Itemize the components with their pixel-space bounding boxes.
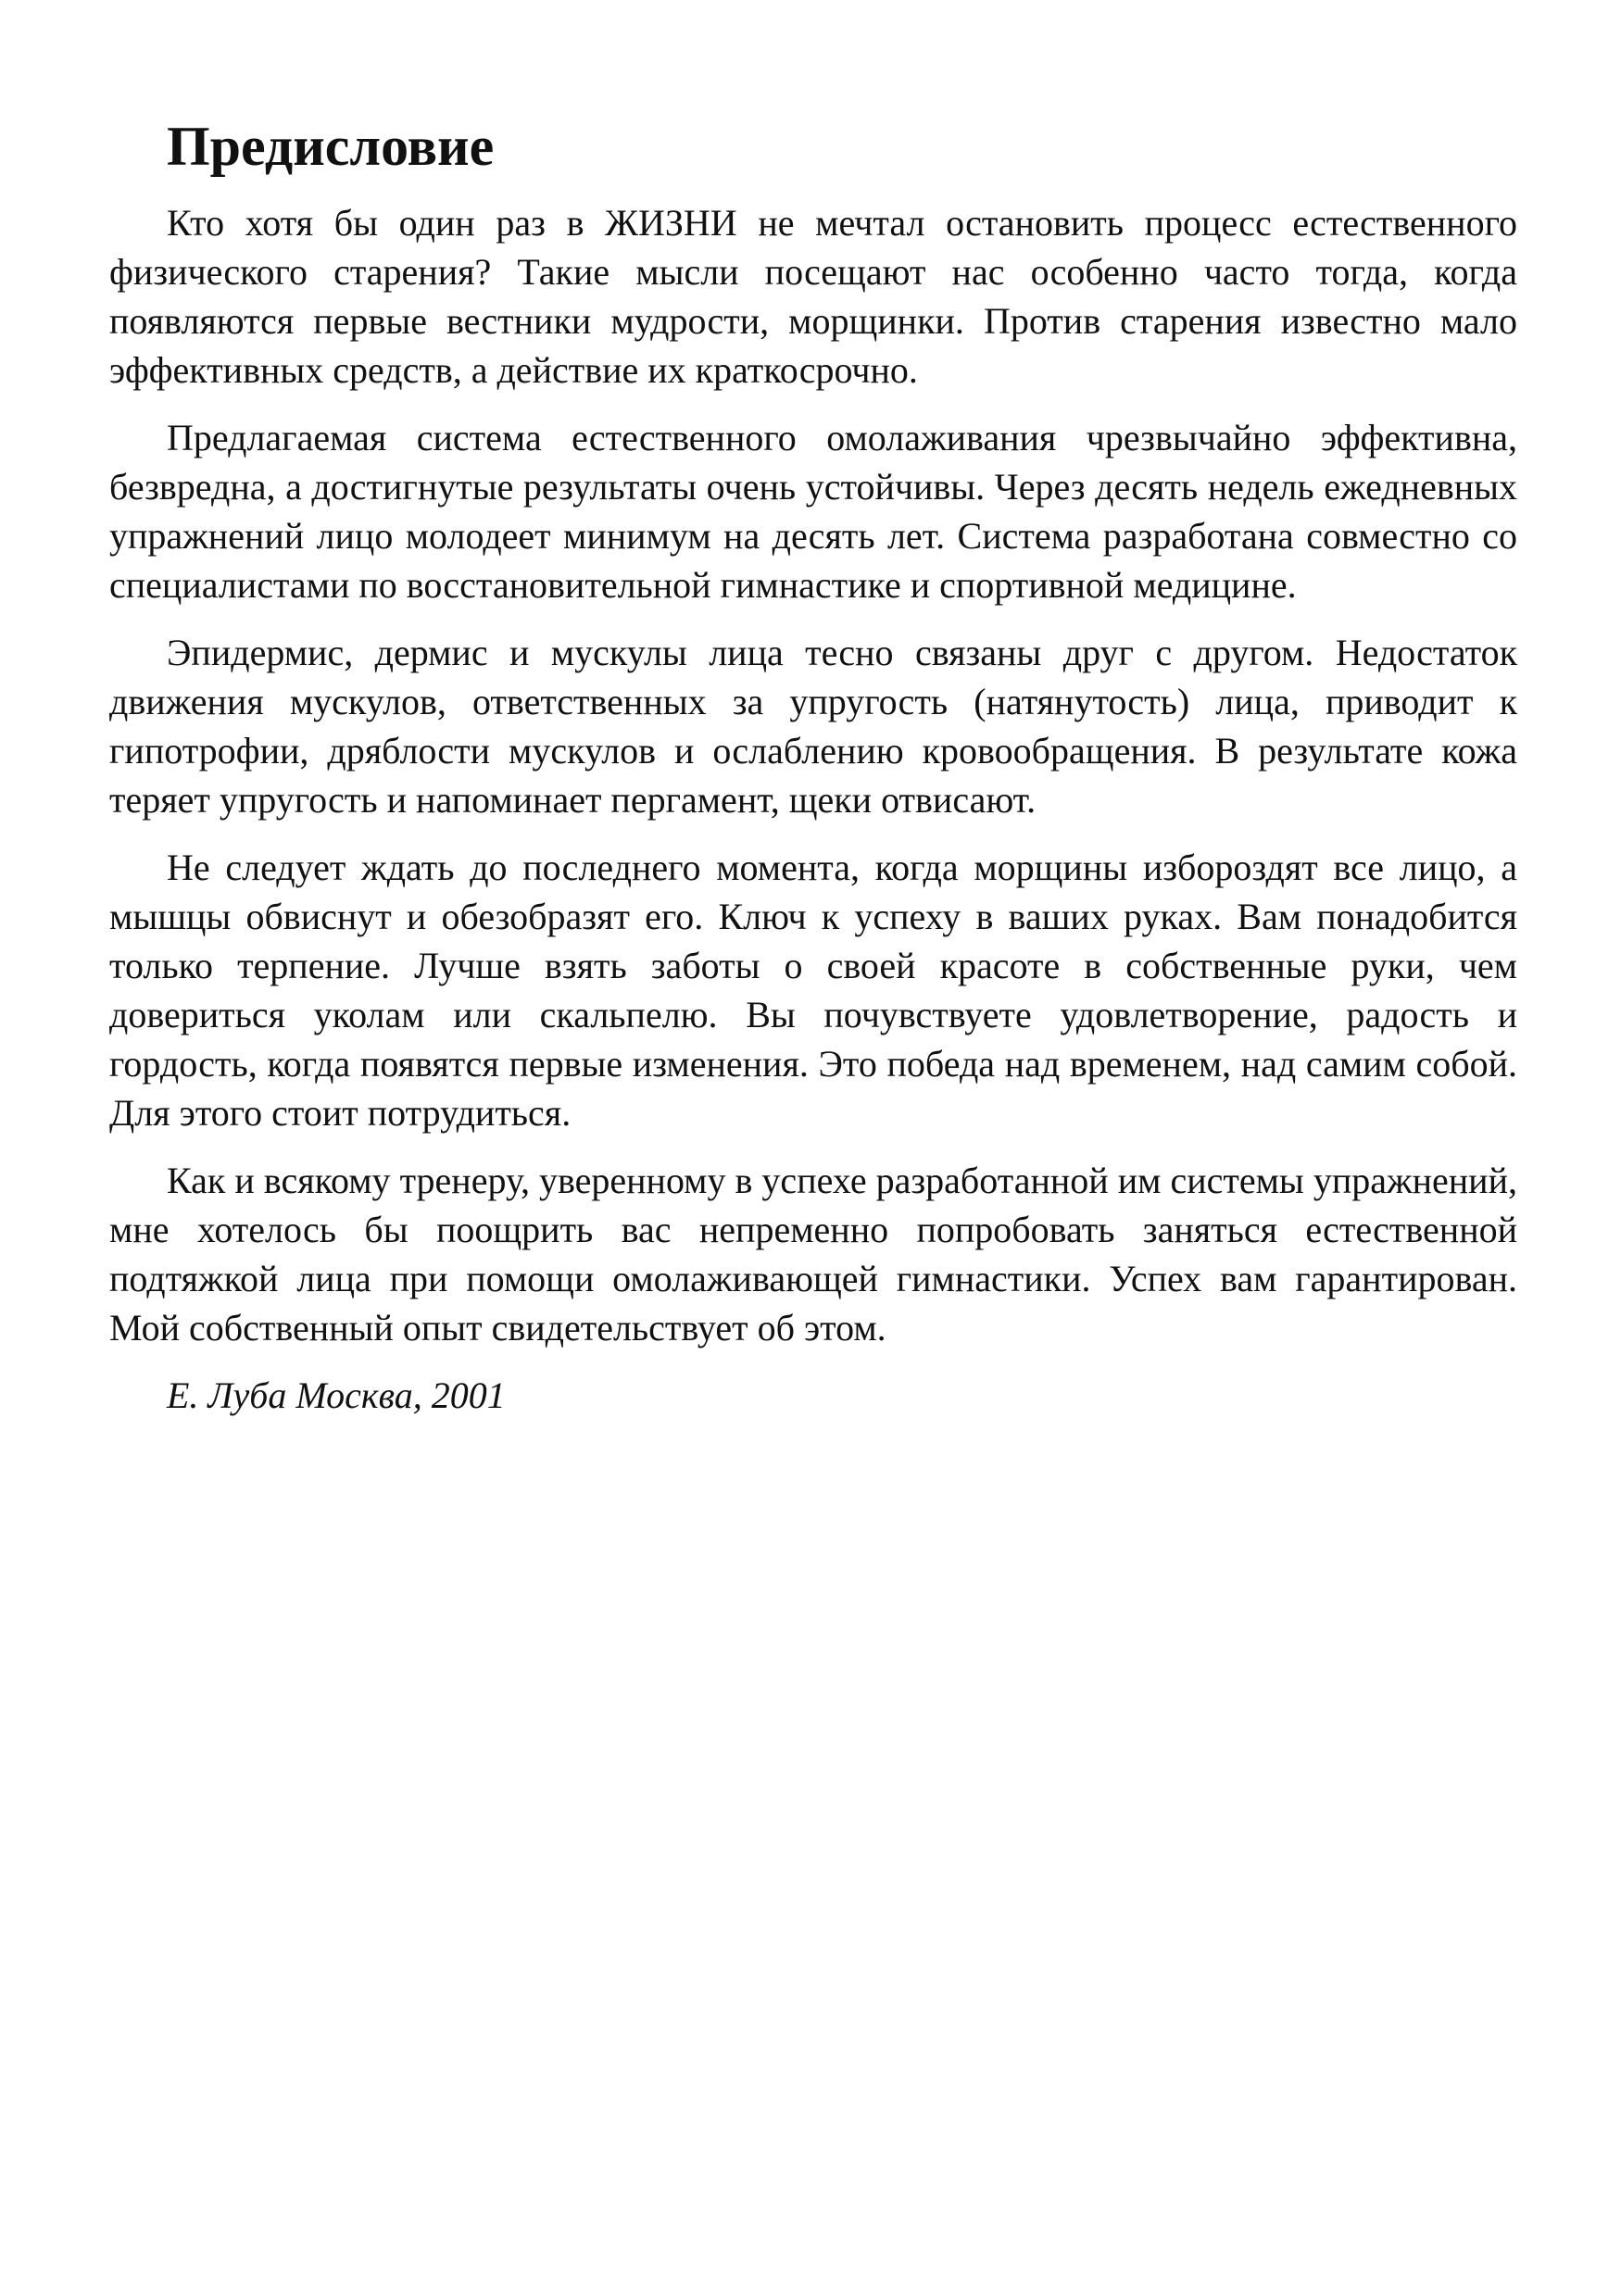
paragraph-2: Предлагаемая система естественного омолаживания чрезвычайно эффективна, безвредна, а достигнутые результаты очень устойчивы. Через десять недель ежедневных упражнений лицо молодеет минимум на десять лет. Система разработана совместно со специалистами по восстановительной гимнастике и спортивной медицине.: [109, 417, 1517, 606]
page-title: Предисловие: [167, 116, 495, 177]
document-page: [109, 109, 1517, 1420]
author-signature: Е. Луба Москва, 2001: [167, 1374, 506, 1416]
paragraph-5: Как и всякому тренеру, уверенному в успехе разработанной им системы упражнений, мне хотелось бы поощрить вас непременно попробовать заняться естественной подтяжкой лица при помощи омолаживающей гимнастики. Успех вам гарантирован. Мой собственный опыт свидетельствует об этом.: [109, 1160, 1517, 1349]
paragraph-3: Эпидермис, дермис и мускулы лица тесно связаны друг с другом. Недостаток движения мускулов, ответственных за упругость (натянутость) лица, приводит к гипотрофии, дряблости мускулов и ослаблению кровообращения. В результате кожа теряет упругость и напоминает пергамент, щеки отвисают.: [109, 632, 1517, 821]
paragraph-4: Не следует ждать до последнего момента, когда морщины избороздят все лицо, а мышцы обвиснут и обезобразят его. Ключ к успеху в ваших руках. Вам понадобится только терпение. Лучше взять заботы о своей красоте в собственные руки, чем довериться уколам или скальпелю. Вы почувствуете удовлетворение, радость и гордость, когда появятся первые изменения. Это победа над временем, над самим собой. Для этого стоит потрудиться.: [109, 847, 1517, 1134]
paragraph-1: Кто хотя бы один раз в ЖИЗНИ не мечтал остановить процесс естественного физического старения? Такие мысли посещают нас особенно часто тогда, когда появляются первые вестники мудрости, морщинки. Против старения известно мало эффективных средств, а действие их краткосрочно.: [109, 202, 1517, 391]
